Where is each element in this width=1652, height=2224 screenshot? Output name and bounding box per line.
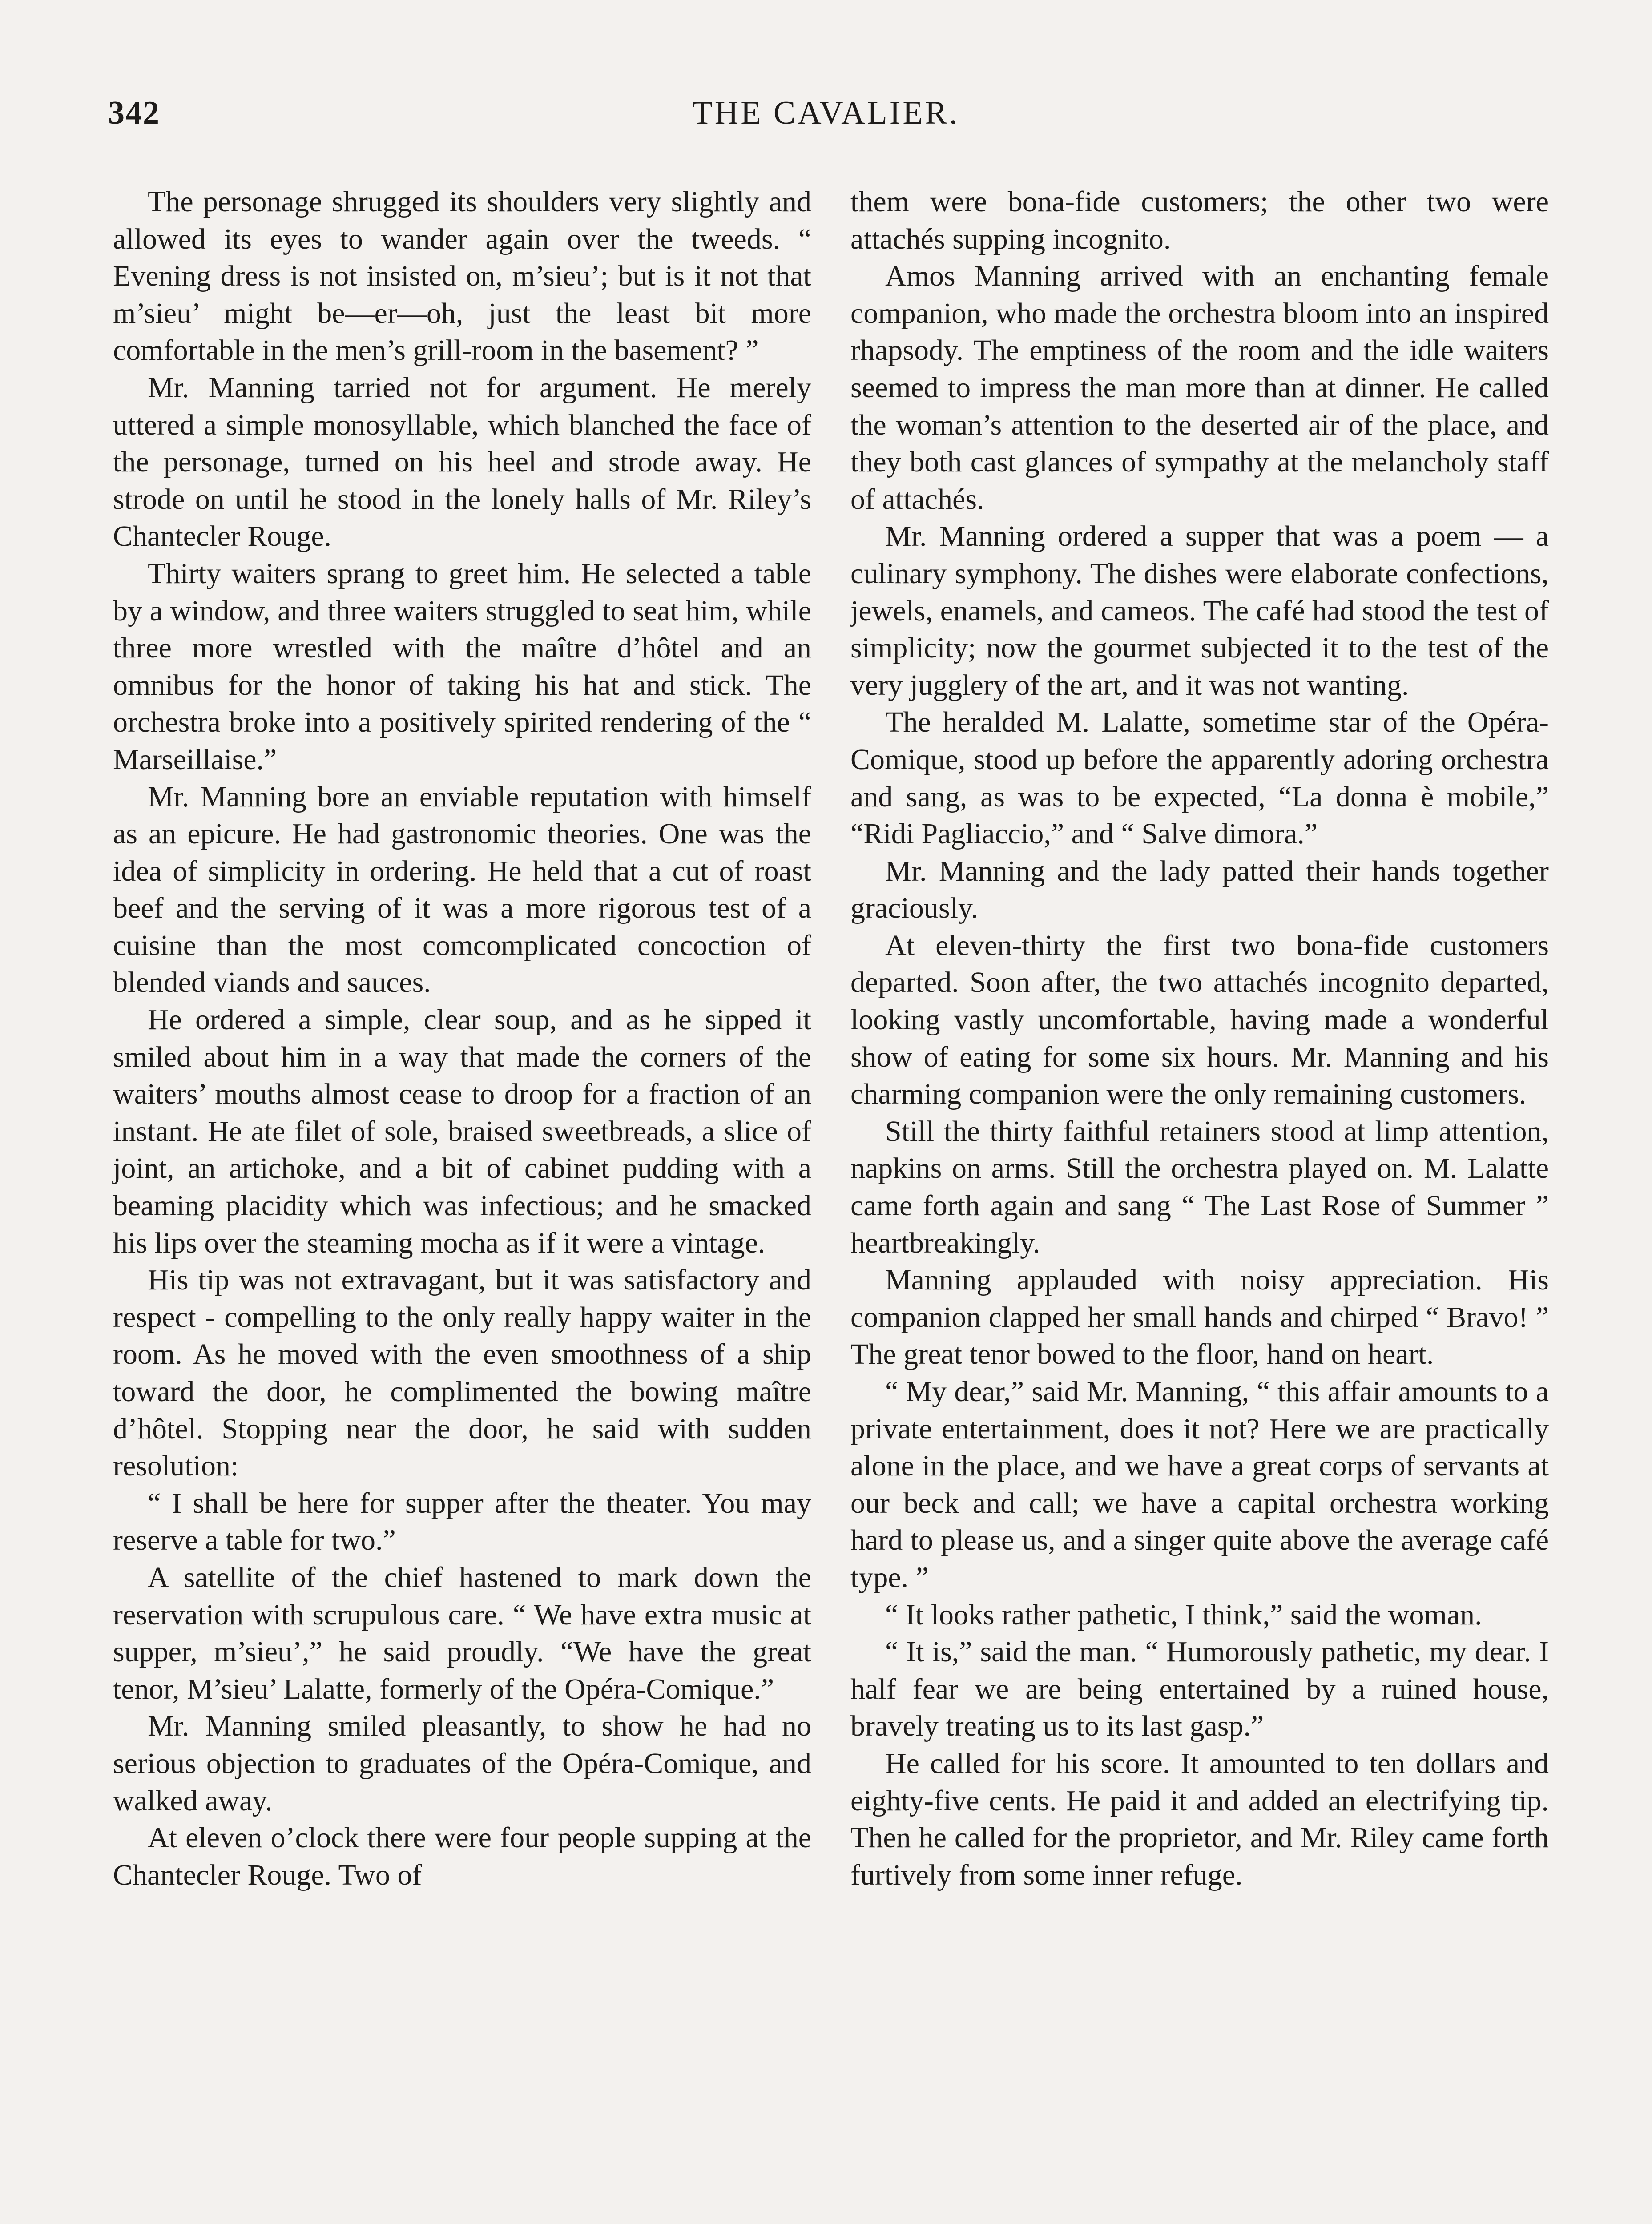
running-title: THE CAVALIER. — [692, 95, 960, 131]
paragraph: Still the thirty faithful retainers stood at limp attention, napkins on arms. Still the orchestra played on. M. Lalatte came forth again and sang “ The Last Rose of Summer ” heartbreakingly. — [850, 1115, 1549, 1259]
paragraph: His tip was not extravagant, but it was satisfactory and respect - compelling to the only really happy waiter in the room. As he moved with the even smoothness of a ship toward the door, he complimented the bowing maître d’hôtel. Stopping near the door, he said with sudden resolution: — [113, 1264, 811, 1483]
paragraph: “ My dear,” said Mr. Manning, “ this affair amounts to a private entertainment, does it not? Here we are practically alone in the place, and we have a great corps of servants at our beck and call; we have a capital orchestra working hard to please us, and a singer quite above the average café type. ” — [850, 1375, 1549, 1594]
paragraph: Mr. Manning tarried not for argument. He merely uttered a simple monosyllable, which blanched the face of the personage, turned on his heel and strode away. He strode on until he stood in the lonely halls of Mr. Riley’s Chantecler Rouge. — [113, 371, 811, 553]
paragraph: He ordered a simple, clear soup, and as he sipped it smiled about him in a way that made the corners of the waiters’ mouths almost cease to droop for a fraction of an instant. He ate filet of sole, braised sweetbreads, a slice of joint, an artichoke, and a bit of cabinet pudding with a beaming placidity which was infectious; and he smacked his lips over the steaming mocha as if it were a vintage. — [113, 1003, 811, 1259]
paragraph: Mr. Manning smiled pleasantly, to show he had no serious objection to graduates of the Opéra-Comique, and walked away. — [113, 1710, 811, 1817]
paragraph: Mr. Manning and the lady patted their hands together graciously. — [850, 854, 1549, 925]
paragraph: At eleven-thirty the first two bona-fide customers departed. Soon after, the two attachés incognito departed, looking vastly uncomfortable, having made a wonderful show of eating for some six hours. Mr. Manning and his charming companion were the only remaining customers. — [850, 929, 1549, 1111]
paragraph: The heralded M. Lalatte, sometime star of the Opéra-Comique, stood up before the apparently adoring orchestra and sang, as was to be expected, “La donna è mobile,” “Ridi Pagliaccio,” and “ Salve dimora.” — [850, 706, 1549, 850]
paragraph: “ It looks rather pathetic, I think,” said the woman. — [885, 1598, 1482, 1631]
paragraph: “ It is,” said the man. “ Humorously pathetic, my dear. I half fear we are being entertained by a ruined house, bravely treating us to its last gasp.” — [850, 1636, 1549, 1743]
page-number: 342 — [108, 95, 160, 131]
paragraph: The personage shrugged its shoulders very slightly and allowed its eyes to wander again over the tweeds. “ Evening dress is not insisted on, m’sieu’; but is it not that m’sieu’ might be—er—oh, just the least bit more comfortable in the men’s grill-room in the basement? ” — [113, 185, 811, 367]
paragraph: Mr. Manning ordered a supper that was a poem — a culinary symphony. The dishes were elaborate confections, jewels, enamels, and cameos. The café had stood the test of simplicity; now the gourmet subjected it to the test of the very jugglery of the art, and it was not wanting. — [850, 520, 1549, 701]
paragraph-continued: them were bona-fide customers; the other two were attachés supping incognito. — [850, 185, 1549, 255]
paragraph: A satellite of the chief hastened to mark down the reservation with scrupulous care. “ We have extra music at supper, m’sieu’,” he said proudly. “We have the great tenor, M’sieu’ Lalatte, formerly of the Opéra-Comique.” — [113, 1561, 811, 1705]
paragraph: He called for his score. It amounted to ten dollars and eighty-five cents. He paid it and added an electrifying tip. Then he called for the proprietor, and Mr. Riley came forth furtively from some inner refuge. — [850, 1747, 1549, 1891]
paragraph: “ I shall be here for supper after the theater. You may reserve a table for two.” — [113, 1487, 811, 1557]
left-column — [113, 183, 811, 1894]
page-header — [108, 94, 1544, 143]
paragraph: Amos Manning arrived with an enchanting female companion, who made the orchestra bloom into an inspired rhapsody. The emptiness of the room and the idle waiters seemed to impress the man more than at dinner. He called the woman’s attention to the deserted air of the place, and they both cast glances of sympathy at the melancholy staff of attachés. — [850, 260, 1549, 516]
paragraph: Mr. Manning bore an enviable reputation with himself as an epicure. He had gastronomic theories. One was the idea of simplicity in ordering. He held that a cut of roast beef and the serving of it was a more rigorous test of a cuisine than the most comcomplicated concoction of blended viands and sauces. — [113, 780, 811, 999]
paragraph: Manning applauded with noisy appreciation. His companion clapped her small hands and chirped “ Bravo! ” The great tenor bowed to the floor, hand on heart. — [850, 1264, 1549, 1371]
paragraph: At eleven o’clock there were four people supping at the Chantecler Rouge. Two of — [113, 1821, 811, 1891]
right-column — [850, 183, 1549, 1894]
paragraph: Thirty waiters sprang to greet him. He selected a table by a window, and three waiters struggled to seat him, while three more wrestled with the maître d’hôtel and an omnibus for the honor of taking his hat and stick. The orchestra broke into a positively spirited rendering of the “ Marseillaise.” — [113, 557, 811, 776]
